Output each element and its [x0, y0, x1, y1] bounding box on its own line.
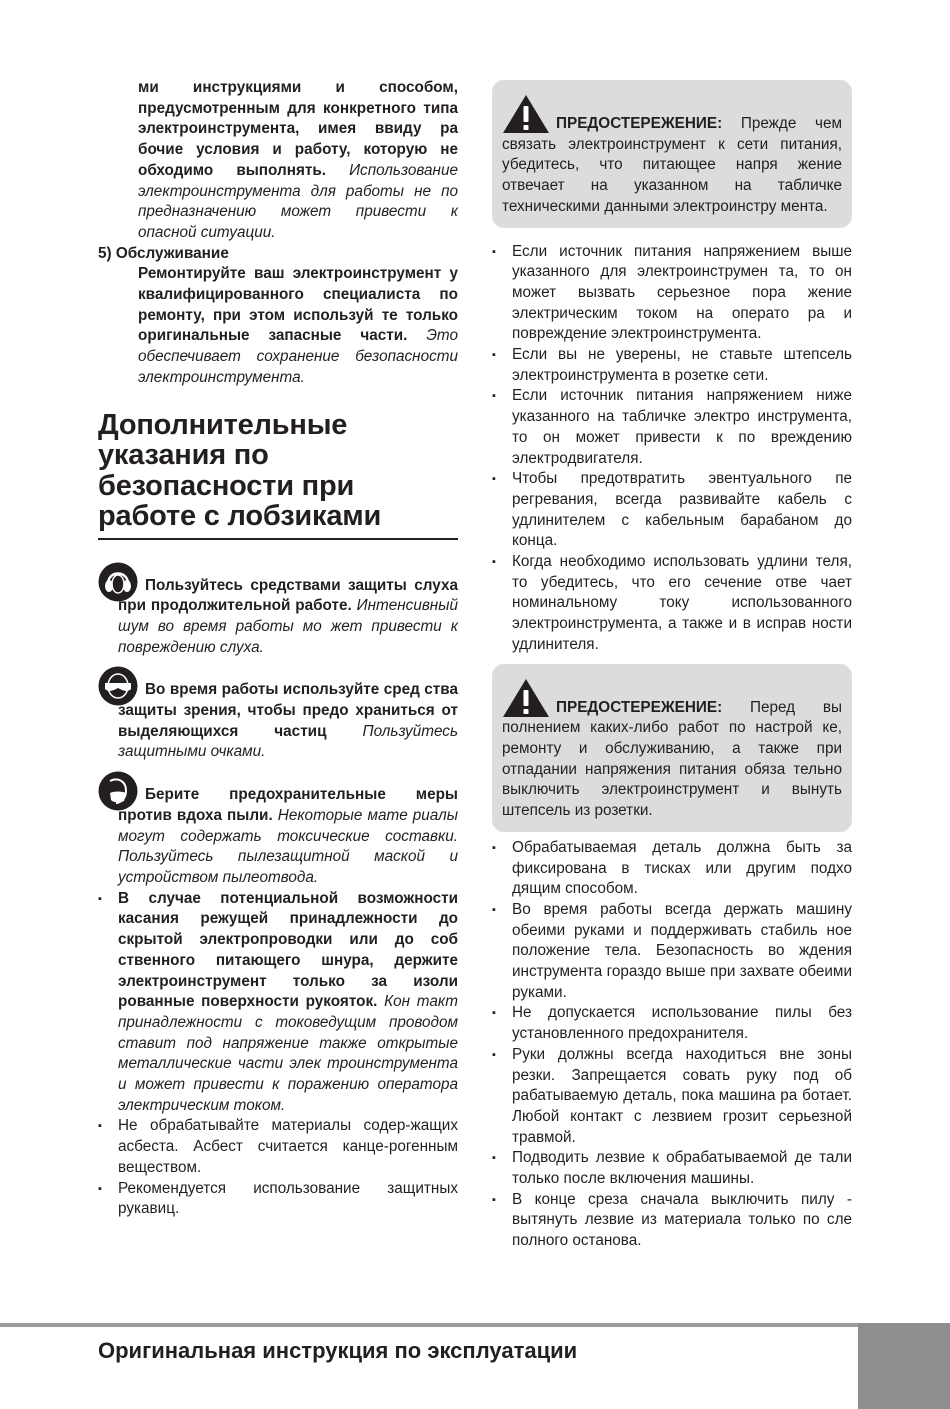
eye-bold-text: Во время работы используйте сред ства защиты зрения, чтобы предо храниться от выделяющихся частиц — [118, 681, 458, 740]
footer-title: Оригинальная инструкция по эксплуатации — [98, 1338, 578, 1363]
left-column — [98, 78, 458, 1220]
warning-text: Прежде чем связать электроинструмент к сети питания, убедитесь, что питающее напря жение отвечает на указанном на табличке техническими данными электроинстру мента. — [502, 115, 842, 215]
icon-paragraph-dust — [98, 785, 458, 889]
list-item: ▪ Во время работы всегда держать машину обеими руками и поддерживать стабиль ное положение тела. Безопасность во ждения инструмента гораздо выше при захвате обеими руками. — [492, 900, 852, 1004]
page-tab — [858, 1323, 950, 1409]
section-title-service: 5) Обслуживание — [98, 244, 229, 262]
warning-label: ПРЕДОСТЕРЕЖЕНИЕ: — [556, 698, 723, 716]
continuation-bold-text: ми инструкциями и способом, предусмотренным для конкретного типа электроинструмента, имея ввиду ра бочие условия и работу, которую не обходимо выполнять. — [138, 79, 458, 179]
page-heading: Дополнительные указания по безопасности при работе с лобзиками — [98, 410, 458, 540]
list-item: ▪ Если источник питания напряжением ниже указанного на табличке электро инструмента, то он может привести к по вреждению электродвигателя. — [492, 386, 852, 469]
list-item: ▪ Чтобы предотвратить эвентуального пе регревания, всегда развивайте кабель с удлинителем с кабельным барабаном до конца. — [492, 469, 852, 552]
ear-protection-icon — [98, 562, 138, 602]
service-paragraph — [138, 264, 458, 388]
list-item — [98, 889, 458, 1117]
icon-paragraph-eye — [98, 680, 458, 763]
warning-text: Перед вы полнением каких-либо работ по настрой ке, ремонту и обслуживанию, а также при отпадании напряжения питания обяза тельно выключить электроинструмент и вынуть штепсель из розетки. — [502, 698, 843, 820]
warning-triangle-icon — [502, 94, 550, 134]
list-item: ▪ Не допускается использование пилы без установленного предохранителя. — [492, 1003, 852, 1044]
ear-italic-text: Интенсивный шум во время работы мо жет привести к повреждению слуха. — [118, 597, 458, 656]
left-bullet-list — [98, 889, 458, 1220]
dust-mask-icon — [98, 771, 138, 811]
icon-paragraph-ear — [98, 576, 458, 659]
bullet-italic-text: Кон такт принадлежности с токоведущим проводом ставит под напряжение также открытые металлические части элек троинструмента и может привести к поражению оператора электрическим током. — [118, 993, 459, 1114]
service-italic-text: Это обеспечивает сохранение безопасности электроинструмента. — [138, 327, 459, 386]
footer-rule — [0, 1323, 858, 1327]
list-item: ▪ Подводить лезвие к обрабатываемой де тали только после включения машины. — [492, 1148, 852, 1189]
warning-label: ПРЕДОСТЕРЕЖЕНИЕ: — [556, 115, 723, 132]
right-column — [492, 80, 852, 1252]
list-item: ▪ Руки должны всегда находиться вне зоны резки. Запрещается совать руку под об рабатываемую деталь, пока машина ра ботает. Любой контакт с лезвием грозит серьезной травмой. — [492, 1045, 852, 1149]
dust-bold-text: Берите предохранительные меры против вдоха пыли. — [118, 786, 458, 824]
list-item: ▪ Не обрабатывайте материалы содер-жащих асбеста. Асбест считается канце-рогенным веществом. — [98, 1116, 458, 1178]
list-item: ▪ Если вы не уверены, не ставьте штепсель электроинструмента в розетке сети. — [492, 345, 852, 386]
list-item: ▪ Когда необходимо использовать удлини теля, то убедитесь, что его сечение отве чает номинальному току использованного электроинструмента, а также и в исправ ности удлинителя. — [492, 552, 852, 656]
service-bold-text: Ремонтируйте ваш электроинструмент у квалифицированного специалиста по ремонту, при этом используй те только оригинальные запасные части. — [138, 265, 458, 345]
list-item: ▪ Обрабатываемая деталь должна быть за фиксирована в тисках или другим подхо дящим способом. — [492, 838, 852, 900]
eye-protection-icon — [98, 666, 138, 706]
warning-box-maintenance — [492, 664, 852, 832]
list-item: ▪ Рекомендуется использование защитных рукавиц. — [98, 1179, 458, 1220]
continuation-italic-text: Использование электроинструмента для работы не по предназначению может привести к опасной ситуации. — [138, 161, 458, 241]
right-bullet-list-2 — [492, 838, 852, 1252]
dust-italic-text: Некоторые мате риалы могут содержать токсические составки. Пользуйтесь пылезащитной маской и устройством пылеотвода. — [118, 806, 458, 886]
list-item: ▪ В конце среза сначала выключить пилу - вытянуть лезвие из материала только по сле полного останова. — [492, 1190, 852, 1252]
warning-box-power — [492, 80, 852, 228]
general-use-continuation — [138, 78, 458, 244]
right-bullet-list-1 — [492, 242, 852, 656]
ear-bold-text: Пользуйтесь средствами защиты слуха при продолжительной работе. — [118, 576, 458, 615]
eye-italic-text: Пользуйтесь защитными очками. — [118, 722, 458, 761]
bullet-bold-text: В случае потенциальной возможности касания режущей принадлежности до скрытой электропроводки или до соб ственного питающего шнура, держите электроинструмент только за изоли рованные поверхности рукояток. — [118, 889, 458, 1011]
list-item: ▪ Если источник питания напряжением выше указанного для электроинструмен та, то он может вызвать серьезное пора жение электрическим током на операто ра и повреждение электроинструмента. — [492, 242, 852, 346]
warning-triangle-icon — [502, 678, 550, 718]
